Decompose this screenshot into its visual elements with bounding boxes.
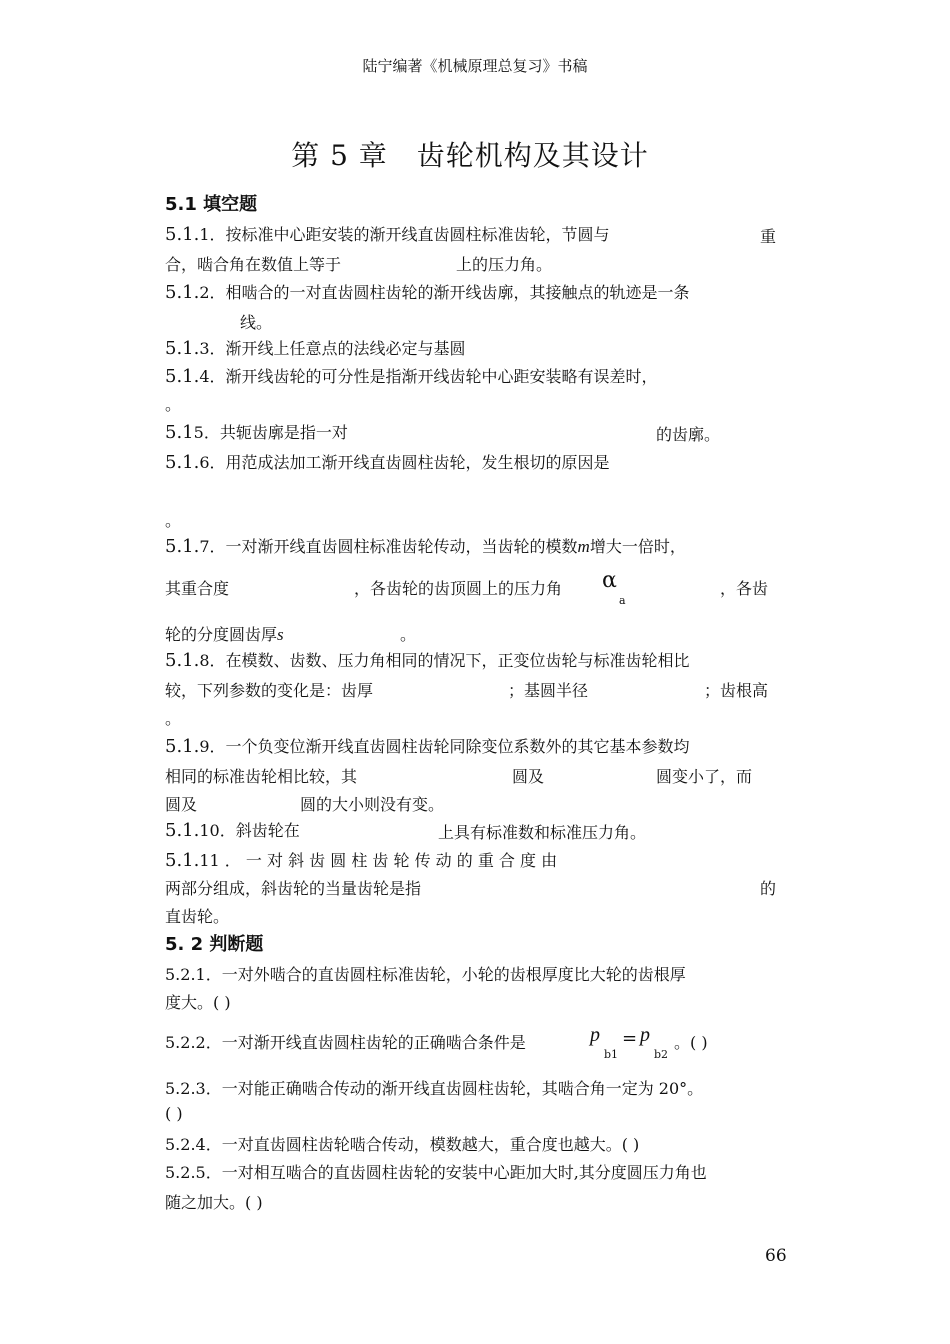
question-text-cont: 随之加大。( ) (165, 1193, 263, 1212)
question-5-1-1 (165, 222, 610, 245)
question-text-cont: 线。 (240, 313, 273, 332)
question-text: 轮的分度圆齿厚 (165, 625, 278, 644)
question-5-2-5: 5.2.5．一对相互啮合的直齿圆柱齿轮的安装中心距加大时,其分度圆压力角也 (165, 1163, 707, 1182)
question-text-cont: 直齿轮。 (165, 907, 230, 926)
question-text-cont: 上具有标准数和标准压力角。 (438, 823, 647, 842)
question-text-cont: ；齿根高 (704, 681, 769, 700)
question-text: 2．相啮合的一对直齿圆柱齿轮的渐开线齿廓，其接触点的轨迹是一条 (199, 283, 690, 302)
equals-sign: = (622, 1028, 638, 1049)
pitch-symbol-2: p (640, 1024, 650, 1046)
thickness-symbol: s (277, 625, 284, 644)
question-number: 5.1. (165, 850, 200, 871)
question-5-2-4: 5.2.4．一对直齿圆柱齿轮啮合传动，模数越大，重合度也越大。( ) (165, 1135, 640, 1154)
question-text-cont: 。( ) (674, 1033, 708, 1052)
question-5-1-9 (165, 734, 690, 757)
question-text: 5．共轭齿廓是指一对 (193, 423, 348, 442)
question-text-cont (165, 622, 284, 645)
question-text-cont: 圆的大小则没有变。 (300, 795, 445, 814)
question-text: 4．渐开线齿轮的可分性是指渐开线齿轮中心距安装略有误差时， (199, 367, 658, 386)
question-text-cont: 较，下列参数的变化是：齿厚 (165, 681, 374, 700)
question-text-cont: 其重合度 (165, 579, 230, 598)
question-text-cont: 合，啮合角在数值上等于 (165, 255, 342, 274)
question-text-cont: ，各齿 (720, 579, 769, 598)
question-text: 7．一对渐开线直齿圆柱标准齿轮传动，当齿轮的模数 (199, 537, 578, 556)
question-5-2-3: 5.2.3．一对能正确啮合传动的渐开线直齿圆柱齿轮，其啮合角一定为 20°。 (165, 1079, 704, 1098)
question-5-2-2: 5.2.2．一对渐开线直齿圆柱齿轮的正确啮合条件是 (165, 1033, 526, 1052)
question-text-cont: 。 (165, 511, 182, 530)
page-number: 66 (765, 1246, 787, 1266)
question-text: 6．用范成法加工渐开线直齿圆柱齿轮，发生根切的原因是 (199, 453, 610, 472)
question-number: 5.1. (165, 736, 200, 757)
question-text-cont: 圆变小了，而 (656, 767, 753, 786)
question-text-cont: ( ) (165, 1104, 183, 1123)
question-5-1-10 (165, 818, 300, 841)
question-number: 5.1. (165, 650, 200, 671)
question-5-1-7 (165, 534, 686, 557)
question-text: 11 ． 一 对 斜 齿 圆 柱 齿 轮 传 动 的 重 合 度 由 (199, 851, 558, 870)
question-text-cont: 的 (760, 879, 777, 898)
question-text-cont: 两部分组成，斜齿轮的当量齿轮是指 (165, 879, 422, 898)
question-text-cont: 度大。( ) (165, 993, 231, 1012)
question-text-cont: 圆及 (512, 767, 545, 786)
section-fill-in-title: 5.1 填空题 (165, 194, 258, 215)
question-5-1-5 (165, 420, 348, 443)
alpha-subscript: a (619, 594, 626, 607)
question-text-cont: 。 (165, 395, 182, 414)
question-text-cont: ，各齿轮的齿顶圆上的压力角 (354, 579, 563, 598)
question-5-2-1: 5.2.1．一对外啮合的直齿圆柱标准齿轮，小轮的齿根厚度比大轮的齿根厚 (165, 965, 686, 984)
question-text: 9．一个负变位渐开线直齿圆柱齿轮同除变位系数外的其它基本参数均 (199, 737, 690, 756)
question-text-cont: 上的压力角。 (456, 255, 553, 274)
question-text: 10．斜齿轮在 (199, 821, 300, 840)
page-header: 陆宁编著《机械原理总复习》书稿 (362, 57, 588, 75)
question-text: 1．按标准中心距安装的渐开线直齿圆柱标准齿轮，节圆与 (199, 225, 610, 244)
pitch-symbol-1: p (590, 1024, 600, 1046)
question-text-cont: 圆及 (165, 795, 198, 814)
question-text-cont: 重 (760, 227, 777, 246)
question-5-1-8 (165, 648, 690, 671)
question-number: 5.1 (165, 422, 194, 443)
question-number: 5.1. (165, 366, 200, 387)
pitch-subscript-1: b1 (604, 1048, 619, 1061)
question-number: 5.1. (165, 820, 200, 841)
question-number: 5.1. (165, 452, 200, 473)
question-text-cont: 的齿廓。 (656, 425, 721, 444)
modulus-symbol: m (577, 537, 590, 556)
question-5-1-11 (165, 848, 557, 871)
alpha-symbol: α (602, 568, 617, 593)
question-5-1-3 (165, 336, 466, 359)
question-5-1-2 (165, 280, 690, 303)
question-text: 增大一倍时， (589, 537, 686, 556)
section-true-false-title: 5. 2 判断题 (165, 934, 264, 955)
question-5-1-4 (165, 364, 658, 387)
question-number: 5.1. (165, 536, 200, 557)
question-text-cont: 。 (400, 625, 417, 644)
pitch-subscript-2: b2 (654, 1048, 669, 1061)
question-text-cont: ；基圆半径 (508, 681, 589, 700)
question-text-cont: 相同的标准齿轮相比较，其 (165, 767, 358, 786)
question-5-1-6 (165, 450, 610, 473)
question-number: 5.1. (165, 338, 200, 359)
question-number: 5.1. (165, 224, 200, 245)
chapter-title: 第 5 章 齿轮机构及其设计 (291, 139, 649, 172)
question-text: 8．在模数、齿数、压力角相同的情况下，正变位齿轮与标准齿轮相比 (199, 651, 690, 670)
question-text-cont: 。 (165, 709, 182, 728)
question-text: 3．渐开线上任意点的法线必定与基圆 (199, 339, 466, 358)
question-number: 5.1. (165, 282, 200, 303)
